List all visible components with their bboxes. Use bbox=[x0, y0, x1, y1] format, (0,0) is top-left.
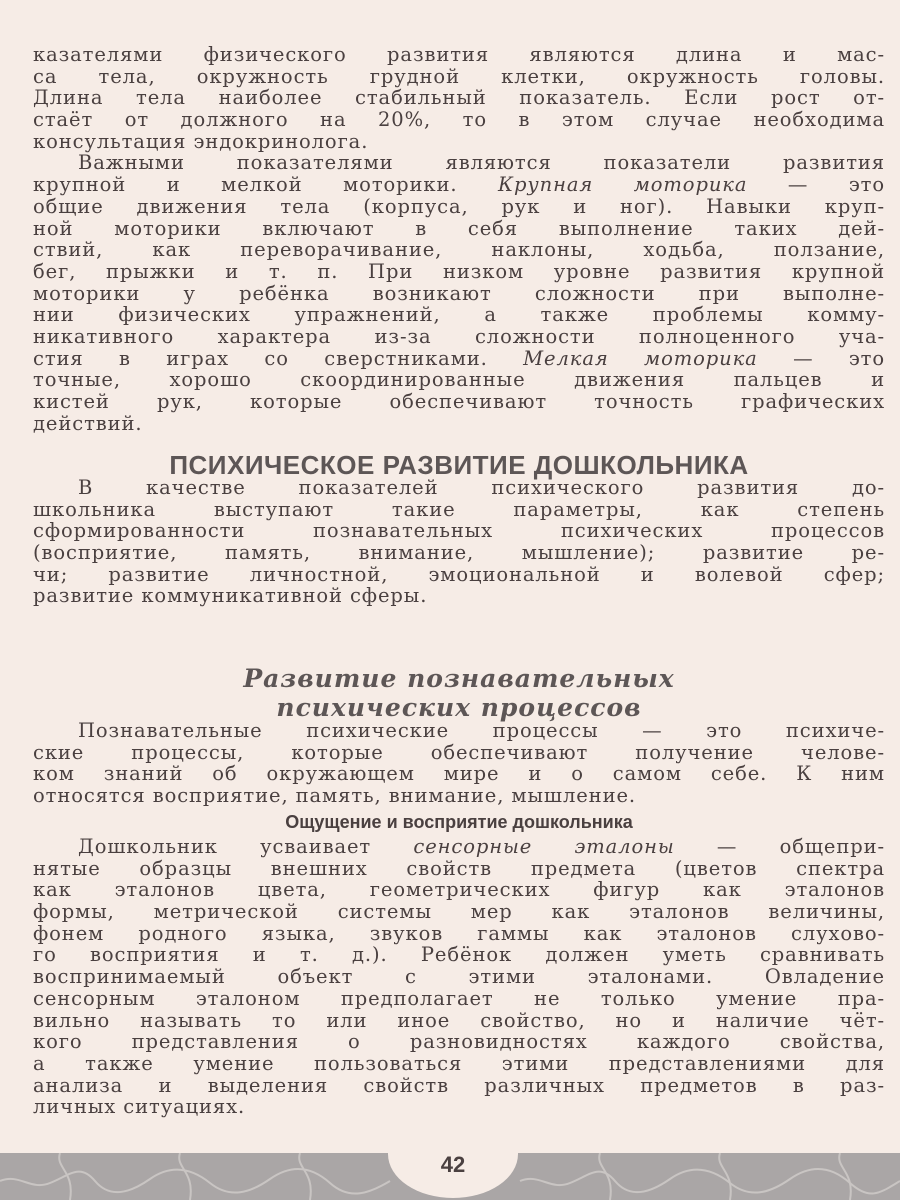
text-segment: ком знаний об окружающем мире и о самом себе. К ним bbox=[33, 762, 885, 786]
text-line bbox=[33, 174, 885, 196]
text-segment: ной моторики включают в себя выполнение таких дей- bbox=[33, 216, 885, 240]
text-line bbox=[33, 720, 885, 742]
text-segment: личных ситуациях. bbox=[33, 1095, 246, 1119]
text-segment: сенсорным эталоном предполагает не только умение пра- bbox=[33, 986, 885, 1010]
text-segment: — это bbox=[747, 173, 886, 197]
text-line bbox=[33, 326, 885, 348]
text-line bbox=[33, 879, 885, 901]
text-segment: как эталонов цвета, геометрических фигур как эталонов bbox=[33, 878, 885, 902]
page-number: 42 bbox=[440, 1152, 466, 1177]
text-line bbox=[33, 901, 885, 923]
text-line bbox=[33, 1031, 885, 1053]
italic-term: Крупная моторика bbox=[498, 173, 748, 197]
text-line bbox=[33, 988, 885, 1010]
text-segment: действий. bbox=[33, 411, 143, 435]
italic-term: сенсорные эталоны bbox=[413, 835, 675, 858]
text-line bbox=[33, 1053, 885, 1075]
text-segment: Дошкольник усваивает bbox=[78, 835, 414, 858]
subsection-heading-line: психических процессов bbox=[276, 693, 642, 722]
body-text-block-perception bbox=[33, 836, 885, 1118]
text-segment: ствий, как переворачивание, наклоны, ходьба, ползание, bbox=[33, 238, 885, 262]
text-line bbox=[33, 304, 885, 326]
section-heading: ПСИХИЧЕСКОЕ РАЗВИТИЕ ДОШКОЛЬНИКА bbox=[169, 450, 749, 480]
text-line bbox=[33, 44, 885, 66]
text-line bbox=[33, 564, 885, 586]
text-line bbox=[33, 196, 885, 218]
text-segment: Длина тела наиболее стабильный показатель. Если рост от- bbox=[33, 86, 885, 110]
text-line bbox=[33, 131, 885, 153]
text-segment: кого представления о разновидностях каждого свойства, bbox=[33, 1030, 885, 1054]
text-line bbox=[33, 763, 885, 785]
text-line bbox=[33, 413, 885, 435]
text-segment: кистей рук, которые обеспечивают точность графических bbox=[33, 390, 885, 413]
text-segment: крупной и мелкой моторики. bbox=[33, 173, 499, 197]
text-line bbox=[33, 836, 885, 858]
subsection-heading-line: Развитие познавательных bbox=[243, 664, 675, 693]
text-line bbox=[33, 944, 885, 966]
text-line bbox=[33, 261, 885, 283]
text-line bbox=[33, 218, 885, 240]
text-line bbox=[33, 1075, 885, 1097]
body-text-block-mental-development bbox=[33, 477, 885, 607]
text-segment: развитие коммуникативной сферы. bbox=[33, 584, 428, 608]
text-segment: нии физических упражнений, а также проблемы комму- bbox=[33, 303, 885, 327]
text-line bbox=[33, 348, 885, 370]
text-segment: нятые образцы внешних свойств предмета (цветов спектра bbox=[33, 856, 885, 880]
text-segment: бег, прыжки и т. п. При низком уровне развития крупной bbox=[33, 259, 885, 283]
text-line bbox=[33, 966, 885, 988]
text-segment: Важными показателями являются показатели развития bbox=[78, 151, 885, 175]
text-segment: школьника выступают такие параметры, как степень bbox=[33, 497, 885, 521]
text-segment: го восприятия и т. д.). Ребёнок должен уметь сравнивать bbox=[33, 943, 885, 967]
text-segment: стия в играх со сверстниками. bbox=[33, 346, 524, 370]
body-text-block-physical-development bbox=[33, 44, 885, 434]
text-line bbox=[33, 785, 885, 807]
text-line bbox=[33, 1010, 885, 1032]
text-segment: формы, метрической системы мер как эталонов величины, bbox=[33, 900, 885, 924]
text-segment: фонем родного языка, звуков гаммы как эталонов слухово- bbox=[33, 921, 885, 945]
text-segment: (восприятие, память, внимание, мышление); развитие ре- bbox=[33, 541, 885, 565]
text-segment: казателями физического развития являются длина и мас- bbox=[33, 43, 885, 66]
text-line bbox=[33, 239, 885, 261]
text-segment: сформированности познавательных психических процессов bbox=[33, 519, 885, 543]
text-segment: стаёт от должного на 20%, то в этом случае необходима bbox=[33, 108, 885, 132]
text-segment: общие движения тела (корпуса, рук и ног). Навыки круп- bbox=[33, 194, 885, 218]
text-segment: консультация эндокринолога. bbox=[33, 129, 369, 153]
text-line bbox=[33, 520, 885, 542]
text-line bbox=[33, 585, 885, 607]
subsection-heading bbox=[33, 664, 885, 722]
text-line bbox=[33, 152, 885, 174]
text-segment: вильно называть то или иное свойство, но и наличие чёт- bbox=[33, 1008, 885, 1032]
text-segment: Познавательные психические процессы — это психиче- bbox=[78, 719, 885, 742]
text-line bbox=[33, 109, 885, 131]
text-segment: чи; развитие личностной, эмоциональной и волевой сфер; bbox=[33, 562, 885, 586]
text-line bbox=[33, 923, 885, 945]
text-line bbox=[33, 87, 885, 109]
text-segment: моторики у ребёнка возникают сложности при выполне- bbox=[33, 281, 885, 305]
text-segment: са тела, окружность грудной клетки, окружность головы. bbox=[33, 64, 885, 88]
text-line bbox=[33, 499, 885, 521]
text-line bbox=[33, 742, 885, 764]
text-segment: а также умение пользоваться этими представлениями для bbox=[33, 1051, 885, 1075]
text-line bbox=[33, 66, 885, 88]
text-segment: В качестве показателей психического развития до- bbox=[78, 476, 885, 499]
italic-term: Мелкая моторика bbox=[523, 346, 758, 370]
text-segment: никативного характера из-за сложности полноценного уча- bbox=[33, 324, 885, 348]
body-text-block-cognitive-processes bbox=[33, 720, 885, 807]
text-line bbox=[33, 391, 885, 413]
text-line bbox=[33, 858, 885, 880]
text-segment: воспринимаемый объект с этими эталонами. Овладение bbox=[33, 965, 885, 989]
text-line bbox=[33, 542, 885, 564]
text-segment: — это bbox=[757, 346, 885, 370]
subsubsection-heading: Ощущение и восприятие дошкольника bbox=[285, 812, 633, 832]
text-line bbox=[33, 369, 885, 391]
text-segment: ские процессы, которые обеспечивают получение челове- bbox=[33, 740, 885, 764]
text-line bbox=[33, 1096, 885, 1118]
text-segment: относятся восприятие, память, внимание, мышление. bbox=[33, 784, 637, 808]
text-segment: — общепри- bbox=[674, 835, 885, 858]
text-segment: точные, хорошо скоординированные движения пальцев и bbox=[33, 368, 885, 392]
text-line bbox=[33, 283, 885, 305]
text-line bbox=[33, 477, 885, 499]
text-segment: анализа и выделения свойств различных предметов в раз- bbox=[33, 1073, 885, 1097]
